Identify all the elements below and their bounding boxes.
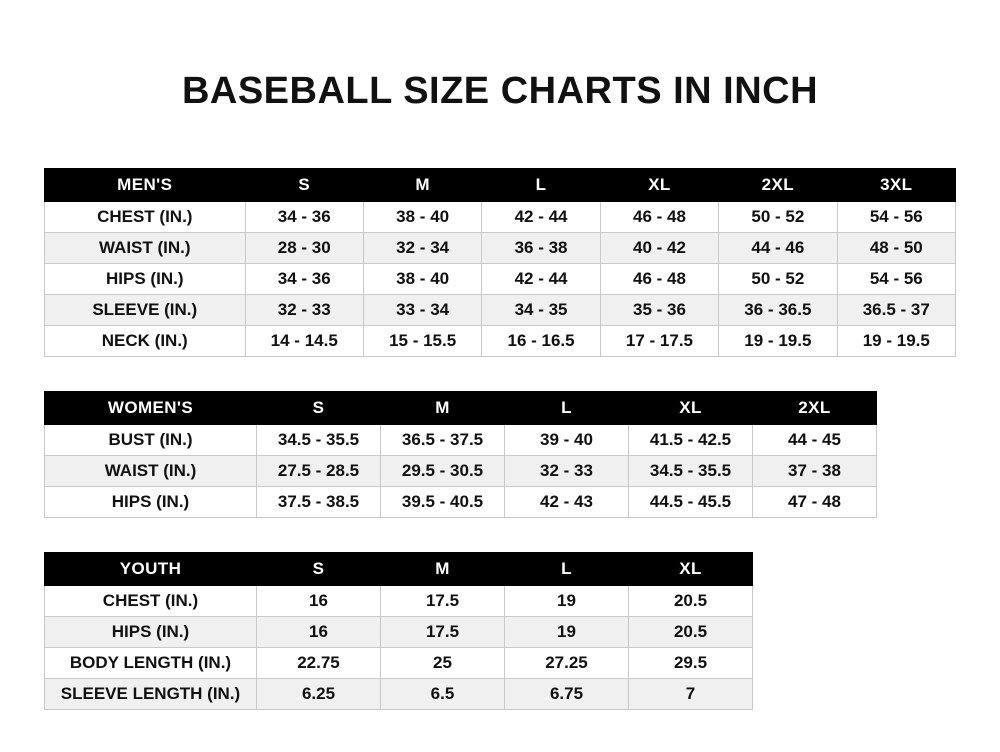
table-row — [45, 679, 753, 710]
table-row — [45, 264, 956, 295]
table-header-row — [45, 169, 956, 202]
cell: 15 - 15.5 — [363, 326, 481, 357]
table-spacer — [44, 357, 956, 391]
youth-size-table — [44, 552, 753, 710]
cell: 34.5 - 35.5 — [629, 456, 753, 487]
column-header-s: S — [257, 392, 381, 425]
table-row — [45, 487, 877, 518]
cell: 38 - 40 — [363, 202, 481, 233]
cell: 36 - 38 — [482, 233, 600, 264]
cell: 22.75 — [257, 648, 381, 679]
cell: 36.5 - 37 — [837, 295, 955, 326]
column-header-l: L — [505, 553, 629, 586]
table-row — [45, 617, 753, 648]
tables-container — [0, 168, 1000, 710]
column-header-l: L — [505, 392, 629, 425]
cell: 27.25 — [505, 648, 629, 679]
cell: 34 - 36 — [245, 264, 363, 295]
cell: 28 - 30 — [245, 233, 363, 264]
cell: 16 — [257, 586, 381, 617]
cell: 42 - 44 — [482, 264, 600, 295]
cell: 36 - 36.5 — [719, 295, 837, 326]
cell: 50 - 52 — [719, 264, 837, 295]
row-label: CHEST (IN.) — [45, 586, 257, 617]
cell: 17.5 — [381, 617, 505, 648]
cell: 34 - 36 — [245, 202, 363, 233]
mens-size-table — [44, 168, 956, 357]
column-header-2xl: 2XL — [719, 169, 837, 202]
cell: 46 - 48 — [600, 202, 718, 233]
cell: 54 - 56 — [837, 264, 955, 295]
column-header-category: YOUTH — [45, 553, 257, 586]
row-label: SLEEVE LENGTH (IN.) — [45, 679, 257, 710]
cell: 29.5 — [629, 648, 753, 679]
cell: 29.5 - 30.5 — [381, 456, 505, 487]
row-label: HIPS (IN.) — [45, 264, 246, 295]
cell: 27.5 - 28.5 — [257, 456, 381, 487]
page-title: BASEBALL SIZE CHARTS IN INCH — [181, 70, 819, 112]
row-label: HIPS (IN.) — [45, 617, 257, 648]
row-label: WAIST (IN.) — [45, 456, 257, 487]
cell: 44 - 45 — [753, 425, 877, 456]
cell: 16 — [257, 617, 381, 648]
column-header-3xl: 3XL — [837, 169, 955, 202]
cell: 48 - 50 — [837, 233, 955, 264]
row-label: BODY LENGTH (IN.) — [45, 648, 257, 679]
cell: 20.5 — [629, 586, 753, 617]
cell: 40 - 42 — [600, 233, 718, 264]
cell: 33 - 34 — [363, 295, 481, 326]
table-spacer — [44, 518, 956, 552]
cell: 20.5 — [629, 617, 753, 648]
column-header-xl: XL — [600, 169, 718, 202]
cell: 54 - 56 — [837, 202, 955, 233]
cell: 36.5 - 37.5 — [381, 425, 505, 456]
cell: 7 — [629, 679, 753, 710]
cell: 38 - 40 — [363, 264, 481, 295]
cell: 35 - 36 — [600, 295, 718, 326]
cell: 6.25 — [257, 679, 381, 710]
cell: 39 - 40 — [505, 425, 629, 456]
row-label: BUST (IN.) — [45, 425, 257, 456]
cell: 44.5 - 45.5 — [629, 487, 753, 518]
cell: 19 — [505, 586, 629, 617]
cell: 34.5 - 35.5 — [257, 425, 381, 456]
row-label: SLEEVE (IN.) — [45, 295, 246, 326]
table-row — [45, 456, 877, 487]
column-header-l: L — [482, 169, 600, 202]
column-header-xl: XL — [629, 553, 753, 586]
table-row — [45, 233, 956, 264]
table-row — [45, 202, 956, 233]
cell: 41.5 - 42.5 — [629, 425, 753, 456]
row-label: CHEST (IN.) — [45, 202, 246, 233]
column-header-2xl: 2XL — [753, 392, 877, 425]
row-label: WAIST (IN.) — [45, 233, 246, 264]
cell: 19 - 19.5 — [837, 326, 955, 357]
column-header-s: S — [245, 169, 363, 202]
table-header-row — [45, 553, 753, 586]
cell: 47 - 48 — [753, 487, 877, 518]
cell: 50 - 52 — [719, 202, 837, 233]
cell: 37 - 38 — [753, 456, 877, 487]
cell: 46 - 48 — [600, 264, 718, 295]
column-header-xl: XL — [629, 392, 753, 425]
cell: 19 — [505, 617, 629, 648]
cell: 6.5 — [381, 679, 505, 710]
row-label: NECK (IN.) — [45, 326, 246, 357]
cell: 14 - 14.5 — [245, 326, 363, 357]
column-header-m: M — [381, 553, 505, 586]
cell: 42 - 44 — [482, 202, 600, 233]
cell: 17.5 — [381, 586, 505, 617]
table-row — [45, 586, 753, 617]
column-header-s: S — [257, 553, 381, 586]
column-header-m: M — [363, 169, 481, 202]
cell: 6.75 — [505, 679, 629, 710]
column-header-m: M — [381, 392, 505, 425]
table-row — [45, 295, 956, 326]
cell: 32 - 33 — [505, 456, 629, 487]
cell: 39.5 - 40.5 — [381, 487, 505, 518]
cell: 44 - 46 — [719, 233, 837, 264]
column-header-category: WOMEN'S — [45, 392, 257, 425]
cell: 19 - 19.5 — [719, 326, 837, 357]
cell: 25 — [381, 648, 505, 679]
row-label: HIPS (IN.) — [45, 487, 257, 518]
womens-size-table — [44, 391, 877, 518]
cell: 32 - 33 — [245, 295, 363, 326]
table-row — [45, 326, 956, 357]
table-row — [45, 425, 877, 456]
cell: 32 - 34 — [363, 233, 481, 264]
cell: 42 - 43 — [505, 487, 629, 518]
cell: 16 - 16.5 — [482, 326, 600, 357]
cell: 34 - 35 — [482, 295, 600, 326]
column-header-category: MEN'S — [45, 169, 246, 202]
cell: 17 - 17.5 — [600, 326, 718, 357]
table-row — [45, 648, 753, 679]
table-header-row — [45, 392, 877, 425]
cell: 37.5 - 38.5 — [257, 487, 381, 518]
